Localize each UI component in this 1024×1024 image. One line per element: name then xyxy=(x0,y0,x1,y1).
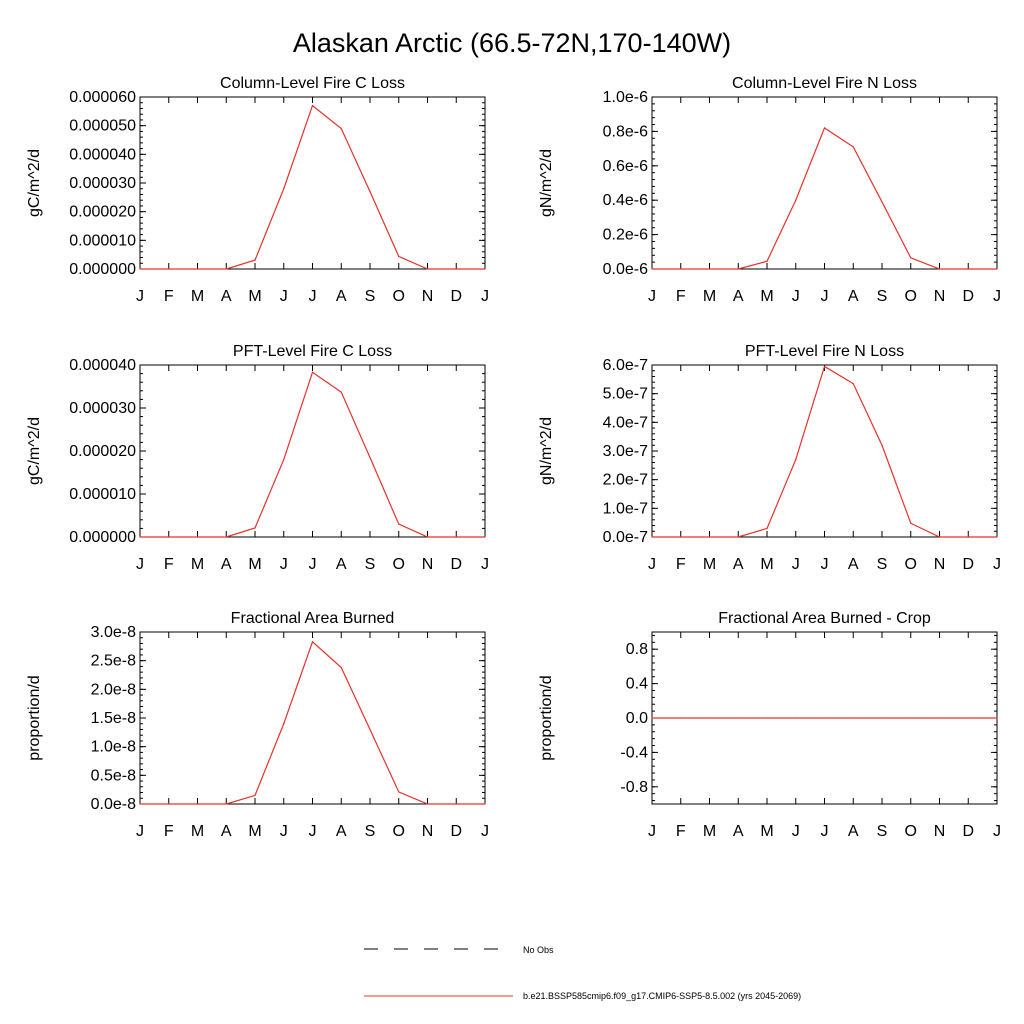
x-tick-label: S xyxy=(876,288,888,305)
data-point xyxy=(824,717,825,718)
x-tick-label: D xyxy=(962,556,975,573)
data-point xyxy=(795,200,796,201)
x-tick-label: M xyxy=(190,823,205,840)
legend xyxy=(364,945,801,1001)
x-tick-label: O xyxy=(392,823,405,840)
y-tick-label: 3.0e-8 xyxy=(90,624,136,641)
chart-panel-2 xyxy=(538,75,1001,305)
x-tick-label: O xyxy=(392,556,405,573)
x-tick-label: J xyxy=(648,288,656,305)
y-tick-label: 1.0e-6 xyxy=(602,89,648,106)
y-axis-label: proportion/d xyxy=(26,675,43,761)
y-tick-label: 0.000000 xyxy=(69,529,136,546)
x-tick-label: J xyxy=(279,288,288,305)
data-point xyxy=(651,536,652,537)
y-tick-label: 5.0e-7 xyxy=(602,385,648,403)
data-point xyxy=(226,536,227,537)
data-point xyxy=(283,459,284,460)
series-line xyxy=(140,642,485,804)
data-point xyxy=(853,146,854,147)
data-point xyxy=(853,383,854,384)
x-tick-label: J xyxy=(136,288,144,305)
y-tick-label: 0.0e-6 xyxy=(602,261,648,278)
x-tick-label: J xyxy=(993,288,1001,305)
y-tick-label: 2.5e-8 xyxy=(90,652,136,670)
data-point xyxy=(168,803,169,804)
data-point xyxy=(795,717,796,718)
chart-panel-1 xyxy=(26,75,489,305)
y-axis-label: gN/m^2/d xyxy=(538,417,555,485)
x-tick-label: A xyxy=(732,556,744,573)
x-tick-label: A xyxy=(732,288,744,305)
data-point xyxy=(456,268,457,269)
data-point xyxy=(398,524,399,525)
series-line xyxy=(140,372,485,537)
panel-title: Fractional Area Burned - Crop xyxy=(718,610,931,627)
data-point xyxy=(254,260,255,261)
data-point xyxy=(824,127,825,128)
data-point xyxy=(795,459,796,460)
data-point xyxy=(369,457,370,458)
y-tick-label: 1.0e-8 xyxy=(90,738,136,756)
y-axis-label: gC/m^2/d xyxy=(26,417,43,485)
data-point xyxy=(738,717,739,718)
data-point xyxy=(168,268,169,269)
x-tick-label: F xyxy=(163,288,174,305)
series-line xyxy=(652,366,997,537)
legend-obs-label: No Obs xyxy=(523,945,554,955)
x-tick-label: M xyxy=(702,288,717,305)
x-tick-label: A xyxy=(847,556,859,573)
x-tick-label: J xyxy=(791,823,800,840)
panel-title: PFT-Level Fire C Loss xyxy=(232,343,393,360)
data-point xyxy=(197,268,198,269)
y-tick-label: 0.000010 xyxy=(69,232,136,250)
data-point xyxy=(651,717,652,718)
y-tick-label: 0.000030 xyxy=(69,400,136,417)
y-tick-label: 0.2e-6 xyxy=(602,226,648,244)
y-tick-label: 0.000050 xyxy=(69,117,136,135)
data-point xyxy=(484,803,485,804)
data-point xyxy=(853,717,854,718)
data-point xyxy=(738,536,739,537)
panel-title: Fractional Area Burned xyxy=(230,610,395,627)
data-point xyxy=(369,191,370,192)
x-tick-label: S xyxy=(876,823,888,840)
y-tick-label: 0.000020 xyxy=(69,443,136,460)
data-point xyxy=(824,366,825,367)
x-tick-label: J xyxy=(820,556,829,573)
data-point xyxy=(766,261,767,262)
data-point xyxy=(881,445,882,446)
data-point xyxy=(996,536,997,537)
y-tick-label: 0.5e-8 xyxy=(90,767,136,785)
plot-frame xyxy=(652,97,997,269)
data-point xyxy=(427,268,428,269)
x-tick-label: J xyxy=(481,556,489,573)
data-point xyxy=(709,536,710,537)
data-point xyxy=(680,717,681,718)
x-tick-label: F xyxy=(163,556,174,573)
data-point xyxy=(254,527,255,528)
chart-panel-6 xyxy=(538,610,1001,840)
x-tick-label: J xyxy=(136,556,144,573)
series-line xyxy=(652,128,997,269)
data-point xyxy=(341,667,342,668)
x-tick-label: A xyxy=(220,556,232,573)
x-tick-label: F xyxy=(675,556,686,573)
x-tick-label: O xyxy=(392,288,405,305)
data-point xyxy=(456,536,457,537)
x-tick-label: J xyxy=(279,556,288,573)
data-point xyxy=(484,536,485,537)
x-tick-label: M xyxy=(760,823,774,840)
y-tick-label: 0.000060 xyxy=(69,89,136,106)
data-point xyxy=(312,105,313,106)
data-point xyxy=(680,268,681,269)
panel-title: PFT-Level Fire N Loss xyxy=(744,343,905,360)
data-point xyxy=(283,188,284,189)
x-tick-label: S xyxy=(364,823,376,840)
x-tick-label: A xyxy=(335,556,347,573)
data-point xyxy=(766,717,767,718)
y-tick-label: 0.000030 xyxy=(69,175,136,192)
x-tick-label: J xyxy=(993,823,1001,840)
x-tick-label: M xyxy=(248,556,262,573)
x-tick-label: J xyxy=(648,823,656,840)
y-tick-label: 0.0 xyxy=(625,710,648,727)
x-tick-label: O xyxy=(904,823,917,840)
data-point xyxy=(427,536,428,537)
plot-frame xyxy=(140,97,485,269)
data-point xyxy=(939,717,940,718)
x-tick-label: D xyxy=(450,556,463,573)
panels xyxy=(26,75,1001,840)
x-tick-label: N xyxy=(421,823,434,840)
data-point xyxy=(254,795,255,796)
x-tick-label: D xyxy=(962,823,975,840)
chart-panel-3 xyxy=(26,343,489,573)
y-tick-label: 0.000020 xyxy=(69,203,136,221)
y-tick-label: 0.000010 xyxy=(69,486,136,503)
data-point xyxy=(881,717,882,718)
data-point xyxy=(709,268,710,269)
x-tick-label: A xyxy=(335,823,347,840)
x-tick-label: M xyxy=(248,823,262,840)
data-point xyxy=(197,803,198,804)
panel-title: Column-Level Fire N Loss xyxy=(732,75,917,92)
y-tick-label: 3.0e-7 xyxy=(602,443,648,460)
y-tick-label: 0.4e-6 xyxy=(602,192,648,210)
x-tick-label: A xyxy=(847,823,859,840)
plot-frame xyxy=(140,632,485,804)
x-tick-label: N xyxy=(421,556,434,573)
data-point xyxy=(968,536,969,537)
x-tick-label: J xyxy=(820,823,829,840)
x-tick-label: D xyxy=(450,823,463,840)
y-tick-label: 0.000040 xyxy=(69,146,136,164)
x-tick-label: M xyxy=(760,288,774,305)
data-point xyxy=(939,536,940,537)
data-point xyxy=(168,536,169,537)
legend-model-label: b.e21.BSSP585cmip6.f09_g17.CMIP6-SSP5-8.5.002 (yrs 2045-2069) xyxy=(523,991,802,1001)
x-tick-label: N xyxy=(421,288,434,305)
data-point xyxy=(139,803,140,804)
y-tick-label: -0.4 xyxy=(620,744,648,762)
x-tick-label: M xyxy=(190,288,205,305)
x-tick-label: F xyxy=(675,823,686,840)
x-tick-label: S xyxy=(364,288,376,305)
data-point xyxy=(910,523,911,524)
x-tick-label: D xyxy=(450,288,463,305)
x-tick-label: F xyxy=(163,823,174,840)
y-tick-label: 0.8 xyxy=(625,641,648,659)
y-tick-label: 0.6e-6 xyxy=(602,157,648,175)
data-point xyxy=(369,729,370,730)
data-point xyxy=(226,803,227,804)
x-tick-label: A xyxy=(847,288,859,305)
data-point xyxy=(341,128,342,129)
data-point xyxy=(939,268,940,269)
y-axis-label: proportion/d xyxy=(538,675,555,761)
chart-panel-4 xyxy=(538,343,1001,573)
x-tick-label: M xyxy=(702,556,717,573)
data-point xyxy=(738,268,739,269)
data-point xyxy=(427,803,428,804)
x-tick-label: J xyxy=(791,288,800,305)
data-point xyxy=(139,268,140,269)
y-tick-label: 2.0e-7 xyxy=(602,471,648,489)
x-tick-label: J xyxy=(279,823,288,840)
x-tick-label: M xyxy=(190,556,205,573)
x-tick-label: N xyxy=(933,823,946,840)
data-point xyxy=(456,803,457,804)
x-tick-label: S xyxy=(364,556,376,573)
data-point xyxy=(398,256,399,257)
data-point xyxy=(283,723,284,724)
y-tick-label: 1.0e-7 xyxy=(602,500,648,518)
x-tick-label: A xyxy=(335,288,347,305)
data-point xyxy=(484,268,485,269)
panel-title: Column-Level Fire C Loss xyxy=(220,75,405,92)
plot-frame xyxy=(140,365,485,537)
data-point xyxy=(197,536,198,537)
plot-frame xyxy=(652,365,997,537)
data-point xyxy=(766,528,767,529)
data-point xyxy=(651,268,652,269)
data-point xyxy=(226,268,227,269)
x-tick-label: M xyxy=(760,556,774,573)
data-point xyxy=(341,391,342,392)
y-tick-label: 0.0e-7 xyxy=(602,529,648,546)
x-tick-label: J xyxy=(820,288,829,305)
x-tick-label: J xyxy=(308,288,317,305)
y-tick-label: 0.8e-6 xyxy=(602,123,648,141)
x-tick-label: N xyxy=(933,556,946,573)
x-tick-label: M xyxy=(702,823,717,840)
x-tick-label: J xyxy=(136,823,144,840)
y-tick-label: 1.5e-8 xyxy=(90,710,136,727)
x-tick-label: A xyxy=(732,823,744,840)
data-point xyxy=(881,201,882,202)
series-line xyxy=(140,106,485,269)
x-tick-label: O xyxy=(904,556,917,573)
x-tick-label: M xyxy=(248,288,262,305)
data-point xyxy=(996,717,997,718)
x-tick-label: J xyxy=(308,823,317,840)
data-point xyxy=(996,268,997,269)
data-point xyxy=(910,257,911,258)
x-tick-label: A xyxy=(220,823,232,840)
x-tick-label: J xyxy=(648,556,656,573)
x-tick-label: S xyxy=(876,556,888,573)
x-tick-label: J xyxy=(791,556,800,573)
data-point xyxy=(139,536,140,537)
y-tick-label: 0.0e-8 xyxy=(90,796,136,813)
y-tick-label: 2.0e-8 xyxy=(90,681,136,699)
data-point xyxy=(398,791,399,792)
chart-panel-5 xyxy=(26,610,489,840)
y-tick-label: 4.0e-7 xyxy=(602,414,648,432)
y-tick-label: 0.4 xyxy=(625,675,648,693)
x-tick-label: O xyxy=(904,288,917,305)
x-tick-label: F xyxy=(675,288,686,305)
data-point xyxy=(709,717,710,718)
x-tick-label: J xyxy=(308,556,317,573)
x-tick-label: D xyxy=(962,288,975,305)
y-tick-label: -0.8 xyxy=(620,778,648,796)
x-tick-label: J xyxy=(993,556,1001,573)
x-tick-label: J xyxy=(481,288,489,305)
figure-title: Alaskan Arctic (66.5-72N,170-140W) xyxy=(292,28,732,58)
data-point xyxy=(968,717,969,718)
x-tick-label: A xyxy=(220,288,232,305)
y-axis-label: gC/m^2/d xyxy=(26,149,43,217)
data-point xyxy=(312,641,313,642)
data-point xyxy=(910,717,911,718)
y-tick-label: 6.0e-7 xyxy=(602,357,648,374)
data-point xyxy=(968,268,969,269)
x-tick-label: J xyxy=(481,823,489,840)
y-tick-label: 0.000040 xyxy=(69,357,136,374)
y-tick-label: 0.000000 xyxy=(69,261,136,278)
y-axis-label: gN/m^2/d xyxy=(538,149,555,217)
x-tick-label: N xyxy=(933,288,946,305)
data-point xyxy=(312,372,313,373)
data-point xyxy=(680,536,681,537)
